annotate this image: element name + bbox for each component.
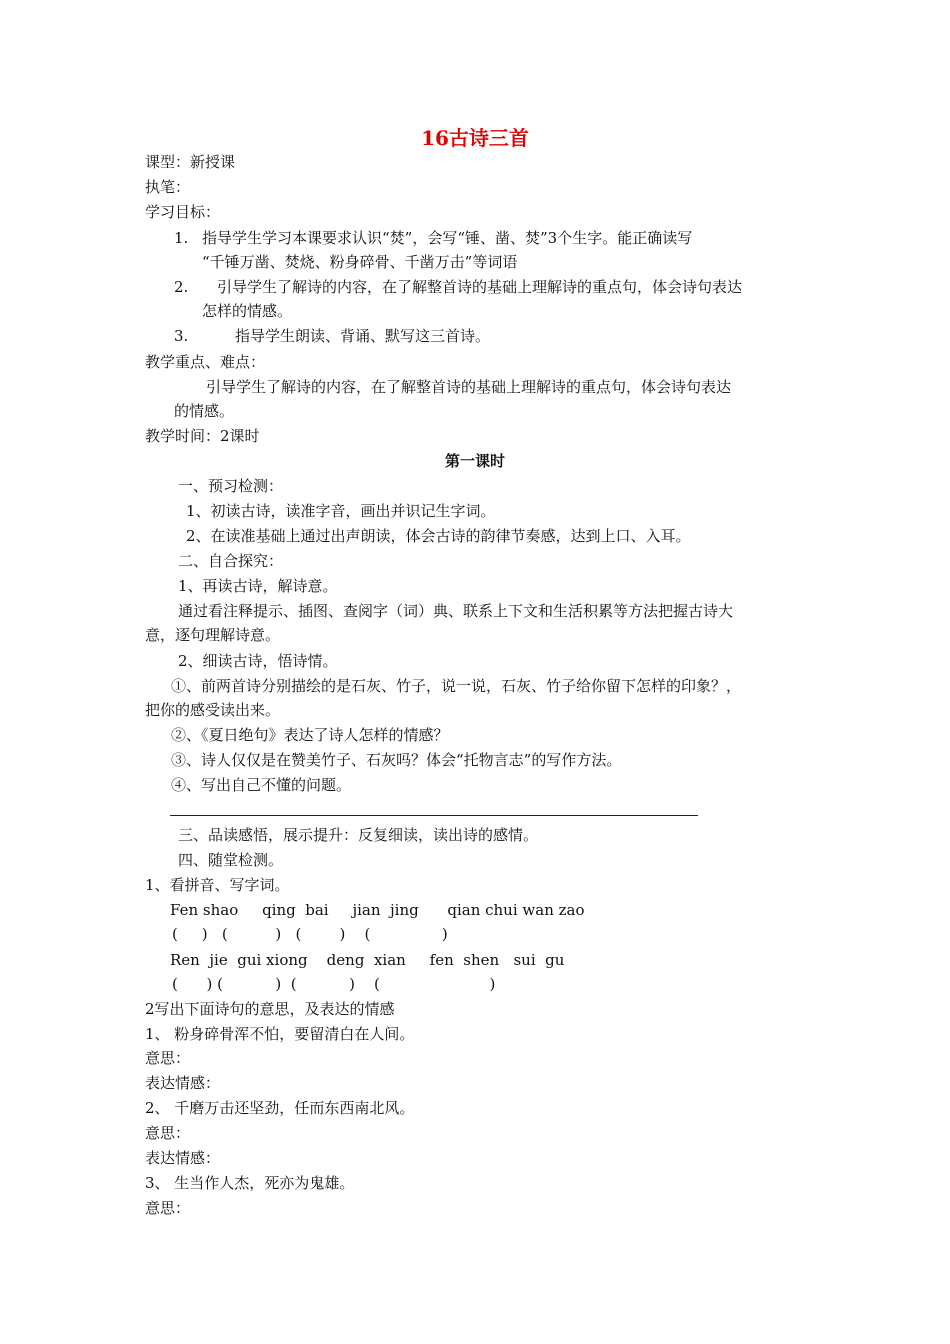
meaning-label: 意思： — [145, 1124, 191, 1142]
teaching-time: 教学时间：2课时 — [145, 427, 260, 445]
blank-row: ( ) ( ) ( ) ( ) — [172, 925, 448, 943]
part1-heading: 一、预习检测： — [178, 477, 284, 495]
part2-item: 1、再读古诗，解诗意。 — [178, 577, 338, 595]
method-text-continued: 意，逐句理解诗意。 — [145, 626, 281, 644]
goals-heading: 学习目标： — [145, 203, 221, 221]
part3-heading: 三、品读感悟，展示提升：反复细读，读出诗的感情。 — [178, 826, 539, 844]
poem-line: 3、 生当作人杰，死亦为鬼雄。 — [145, 1174, 355, 1192]
emotion-label: 表达情感： — [145, 1074, 221, 1092]
goal-number: 3. — [174, 327, 189, 345]
part1-item: 1、初读古诗，读准字音，画出并识记生字词。 — [186, 502, 496, 520]
question: ①、前两首诗分别描绘的是石灰、竹子，说一说，石灰、竹子给你留下怎样的印象？， — [171, 677, 742, 695]
author-line: 执笔： — [145, 178, 191, 196]
emotion-label: 表达情感： — [145, 1149, 221, 1167]
goal-text-continued: “千锤万凿、焚烧、粉身碎骨、千凿万击”等词语 — [202, 253, 518, 271]
method-text: 通过看注释提示、插图、查阅字（词）典、联系上下文和生活积累等方法把握古诗大 — [178, 602, 734, 620]
exercise1-heading: 1、看拼音、写字词。 — [145, 876, 290, 894]
meaning-label: 意思： — [145, 1199, 191, 1217]
answer-line — [170, 815, 698, 816]
question: ②、《夏日绝句》表达了诗人怎样的情感？ — [171, 726, 449, 744]
pinyin-row: Fen shao qing bai jian jing qian chui wan zao — [170, 901, 585, 919]
poem-line: 1、 粉身碎骨浑不怕，要留清白在人间。 — [145, 1025, 415, 1043]
poem-line: 2、 千磨万击还坚劲，任而东西南北风。 — [145, 1099, 415, 1117]
goal-number: 1. — [174, 229, 189, 247]
goal-text-continued: 怎样的情感。 — [202, 302, 293, 320]
document-title: 16古诗三首 — [421, 126, 529, 150]
goal-text: 指导学生朗读、背诵、默写这三首诗。 — [235, 327, 491, 345]
question-continued: 把你的感受读出来。 — [145, 701, 281, 719]
focus-heading: 教学重点、难点： — [145, 353, 266, 371]
question: ③、诗人仅仅是在赞美竹子、石灰吗？体会“托物言志”的写作方法。 — [171, 751, 622, 769]
blank-row: ( ) ( ) ( ) ( ) — [172, 975, 496, 993]
meaning-label: 意思： — [145, 1049, 191, 1067]
question: ④、写出自己不懂的问题。 — [171, 776, 352, 794]
part4-heading: 四、随堂检测。 — [178, 851, 284, 869]
part2-item: 2、细读古诗，悟诗情。 — [178, 652, 338, 670]
part1-item: 2、在读准基础上通过出声朗读，体会古诗的韵律节奏感，达到上口、入耳。 — [186, 527, 691, 545]
goal-text: 引导学生了解诗的内容，在了解整首诗的基础上理解诗的重点句，体会诗句表达 — [217, 278, 743, 296]
pinyin-row: Ren jie gui xiong deng xian fen shen sui gu — [170, 951, 565, 969]
exercise2-heading: 2写出下面诗句的意思，及表达的情感 — [145, 1000, 395, 1018]
section-title: 第一课时 — [444, 452, 505, 470]
focus-text-continued: 的情感。 — [174, 402, 235, 420]
part2-heading: 二、自合探究： — [178, 552, 284, 570]
goal-number: 2. — [174, 278, 189, 296]
lesson-type: 课型：新授课 — [145, 153, 236, 171]
focus-text: 引导学生了解诗的内容，在了解整首诗的基础上理解诗的重点句，体会诗句表达 — [206, 378, 732, 396]
goal-text: 指导学生学习本课要求认识“焚”，会写“锤、凿、焚”3个生字。能正确读写 — [202, 229, 693, 247]
